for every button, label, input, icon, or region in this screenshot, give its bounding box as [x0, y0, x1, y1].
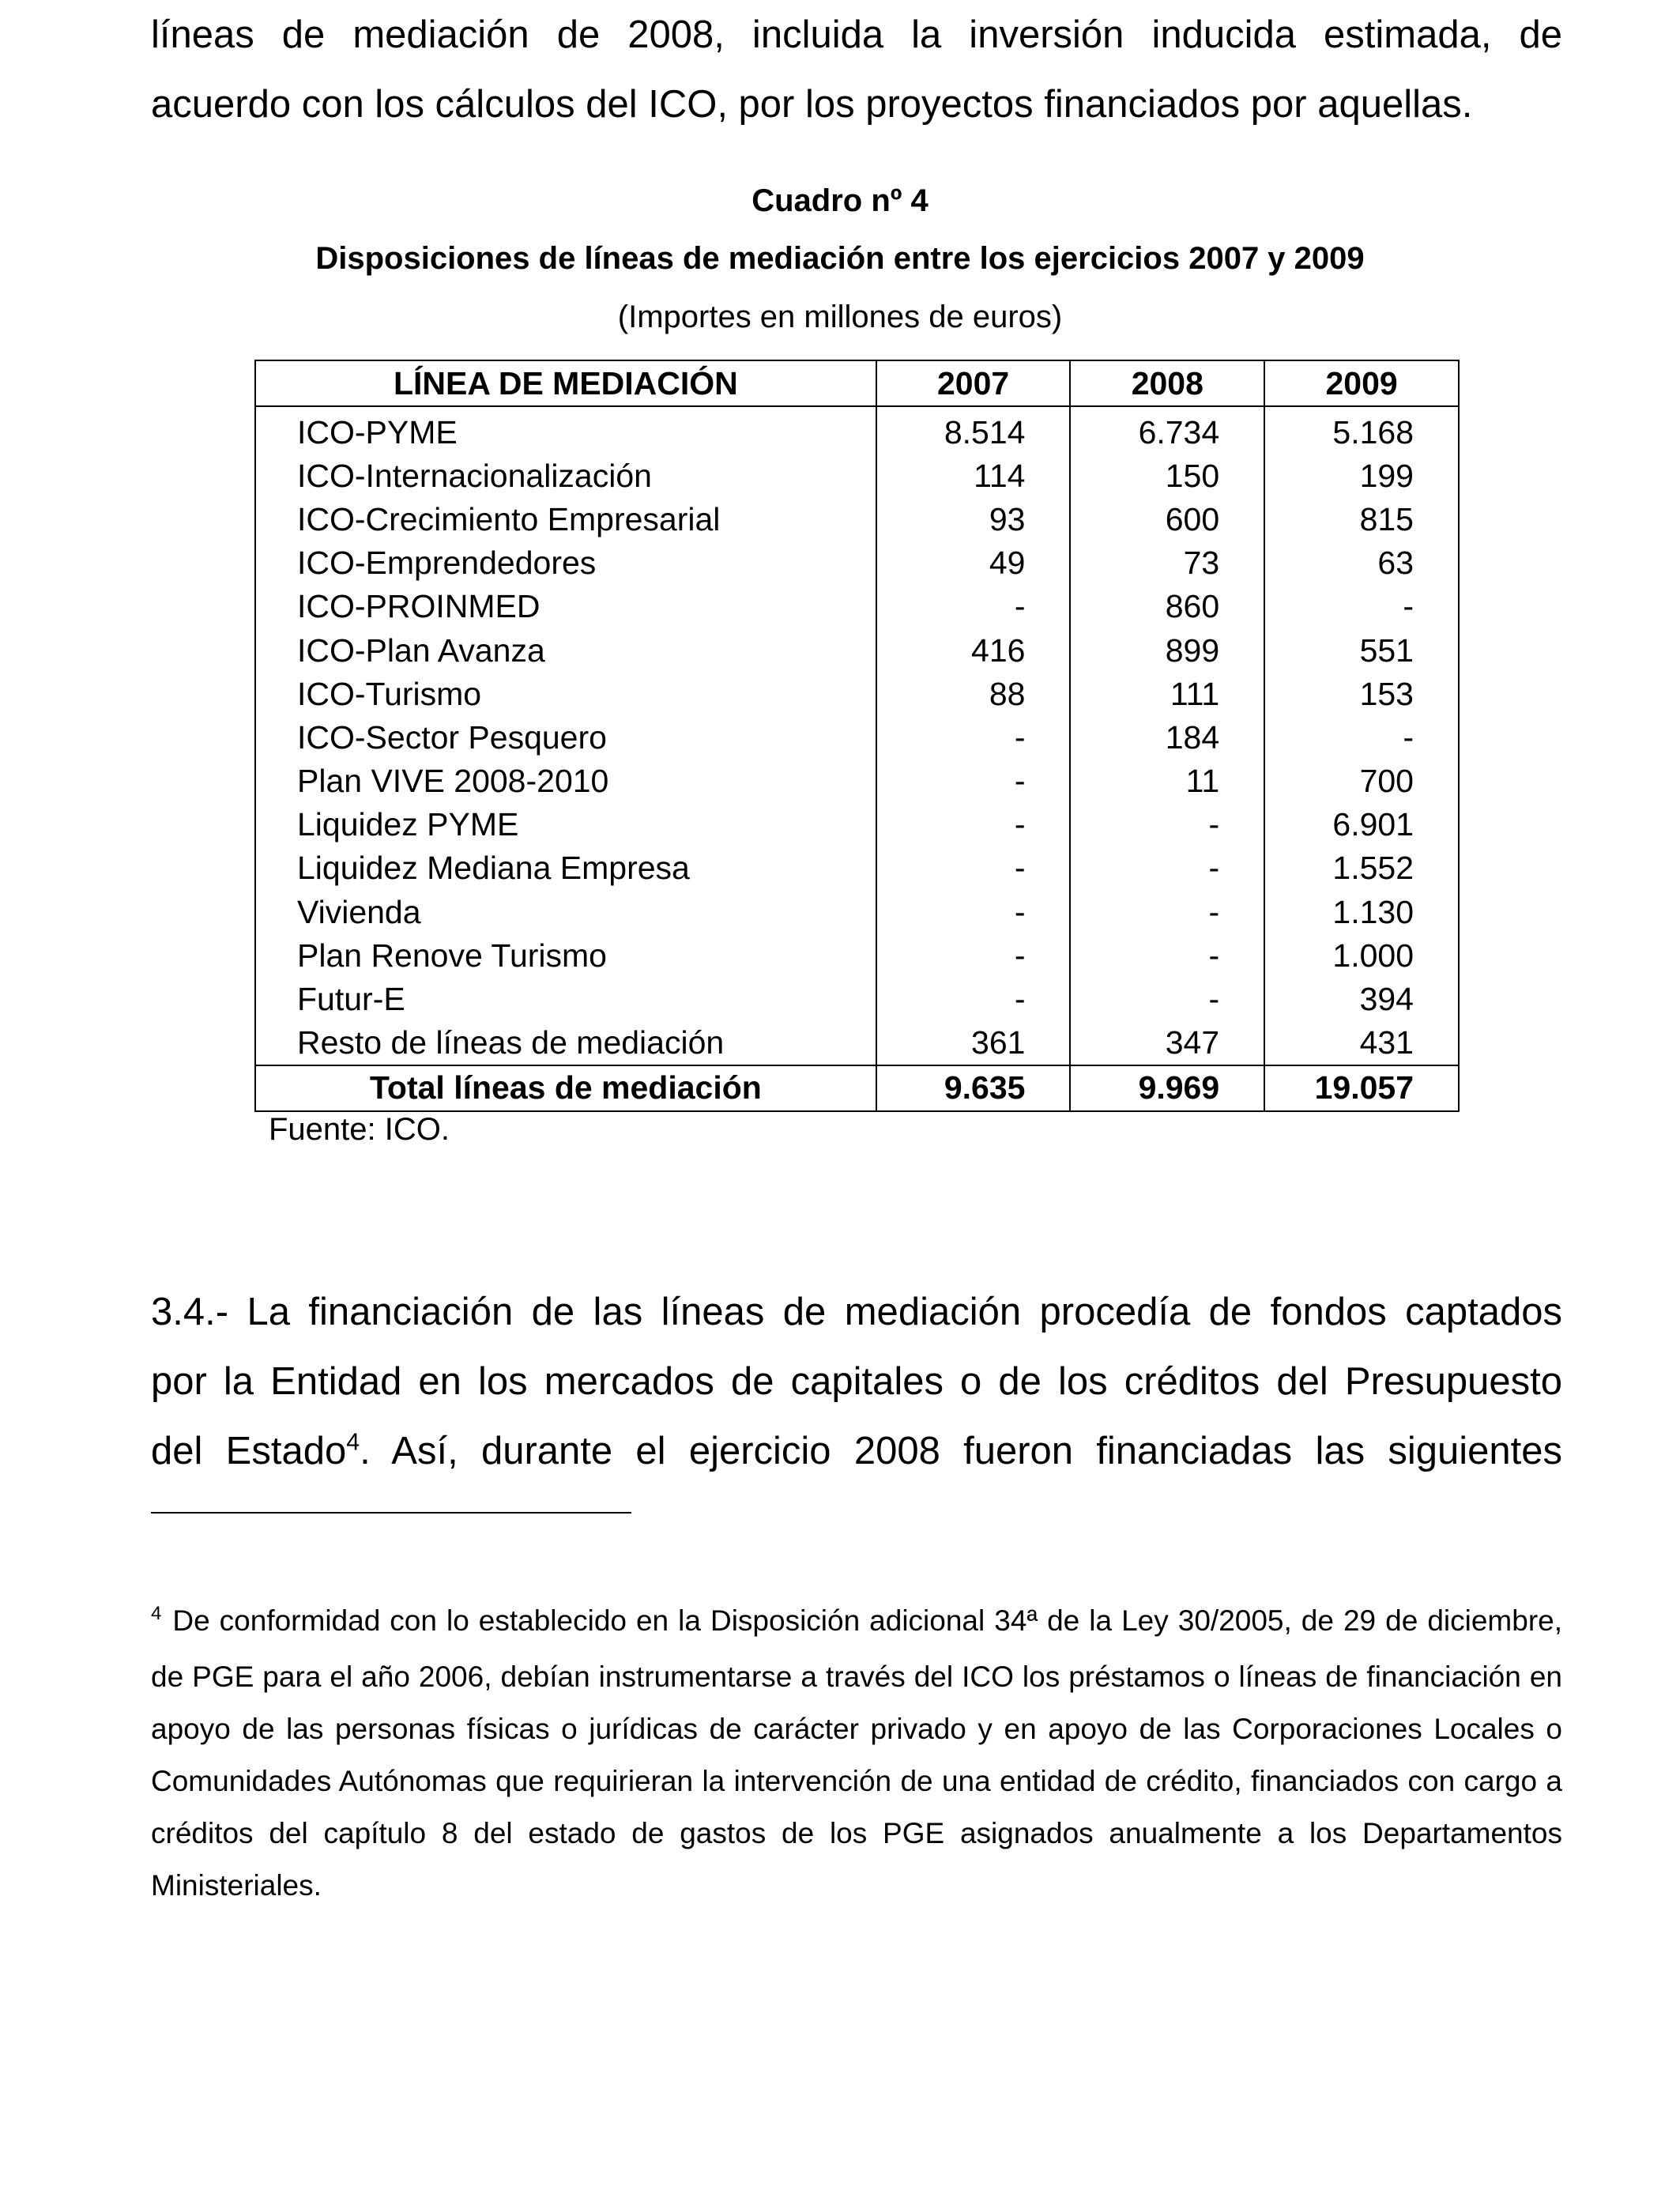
row-2008: - — [1070, 803, 1264, 846]
row-name: ICO-Plan Avanza — [255, 628, 876, 672]
row-2007: 49 — [876, 541, 1071, 585]
total-2008: 9.969 — [1070, 1065, 1264, 1111]
table-row — [255, 585, 1459, 628]
row-2009: - — [1264, 585, 1459, 628]
header-2008: 2008 — [1070, 360, 1264, 406]
row-2009: 394 — [1264, 977, 1459, 1020]
row-2008: 184 — [1070, 715, 1264, 759]
table-row — [255, 541, 1459, 585]
row-2009: 5.168 — [1264, 406, 1459, 454]
row-name: ICO-Internacionalización — [255, 454, 876, 497]
table-subtitle: (Importes en millones de euros) — [617, 300, 1063, 334]
row-2008: 600 — [1070, 497, 1264, 541]
table-row — [255, 760, 1459, 803]
row-2008: 899 — [1070, 628, 1264, 672]
row-2007: - — [876, 585, 1071, 628]
table-row — [255, 977, 1459, 1020]
row-2009: 1.552 — [1264, 846, 1459, 890]
row-2009: 6.901 — [1264, 803, 1459, 846]
header-2007: 2007 — [876, 360, 1071, 406]
row-2007: - — [876, 846, 1071, 890]
row-name: ICO-Emprendedores — [255, 541, 876, 585]
row-name: Futur-E — [255, 977, 876, 1020]
row-2007: 88 — [876, 672, 1071, 715]
row-2009: 1.130 — [1264, 890, 1459, 933]
row-2007: - — [876, 890, 1071, 933]
table-row — [255, 846, 1459, 890]
row-2007: - — [876, 803, 1071, 846]
total-label: Total líneas de mediación — [255, 1065, 876, 1111]
row-name: ICO-PROINMED — [255, 585, 876, 628]
row-2007: 8.514 — [876, 406, 1071, 454]
table-source: Fuente: ICO. — [269, 1112, 450, 1147]
row-2008: 73 — [1070, 541, 1264, 585]
row-2007: 93 — [876, 497, 1071, 541]
row-2008: - — [1070, 846, 1264, 890]
section-paragraph-line-1: 3.4.- La financiación de las líneas de mediación procedía de fondos captados — [151, 1291, 1562, 1333]
footnote-separator — [151, 1512, 631, 1514]
row-name: Liquidez Mediana Empresa — [255, 846, 876, 890]
row-2007: 114 — [876, 454, 1071, 497]
row-name: Plan VIVE 2008-2010 — [255, 760, 876, 803]
table-row — [255, 890, 1459, 933]
table-row — [255, 933, 1459, 977]
intro-paragraph-line-2: acuerdo con los cálculos del ICO, por los proyectos financiados por aquellas. — [151, 83, 1473, 126]
footnote-marker: 4 — [151, 1603, 162, 1624]
intro-paragraph-line-1: líneas de mediación de 2008, incluida la inversión inducida estimada, de — [151, 13, 1562, 56]
total-2009: 19.057 — [1264, 1065, 1459, 1111]
row-2007: - — [876, 977, 1071, 1020]
row-2009: 431 — [1264, 1021, 1459, 1065]
row-2007: - — [876, 933, 1071, 977]
header-linea: LÍNEA DE MEDIACIÓN — [255, 360, 876, 406]
table-row — [255, 1021, 1459, 1065]
row-2008: - — [1070, 890, 1264, 933]
row-2007: - — [876, 760, 1071, 803]
row-name: Liquidez PYME — [255, 803, 876, 846]
table-row — [255, 406, 1459, 454]
table-row — [255, 672, 1459, 715]
footnote-text: De conformidad con lo establecido en la Disposición adicional 34ª de la Ley 30/2005, de 29 de diciembre, de PGE para el año 2006, debían instrumentarse a través del ICO los préstamos o líneas de financiación en apoyo de las personas físicas o jurídicas de carácter privado y en apoyo de las Corporaciones Locales o Comunidades Autónomas que requirieran la intervención de una entidad de crédito, financiados con cargo a créditos del capítulo 8 del estado de gastos de los PGE asignados anualmente a los Departamentos Ministeriales. — [151, 1604, 1562, 1902]
row-2009: 1.000 — [1264, 933, 1459, 977]
row-2009: 199 — [1264, 454, 1459, 497]
table-header-row — [255, 360, 1459, 406]
table-row — [255, 454, 1459, 497]
footnote-reference[interactable]: 4 — [346, 1428, 360, 1456]
table-row — [255, 715, 1459, 759]
row-2009: 815 — [1264, 497, 1459, 541]
table-number: Cuadro nº 4 — [751, 183, 929, 218]
row-2008: 111 — [1070, 672, 1264, 715]
row-name: ICO-Sector Pesquero — [255, 715, 876, 759]
section-paragraph-line-3 — [151, 1416, 1562, 1486]
row-name: ICO-Crecimiento Empresarial — [255, 497, 876, 541]
row-2008: 150 — [1070, 454, 1264, 497]
row-2009: 153 — [1264, 672, 1459, 715]
table-row — [255, 628, 1459, 672]
section-line-3-start: del Estado — [151, 1430, 347, 1472]
row-2007: 416 — [876, 628, 1071, 672]
row-2009: - — [1264, 715, 1459, 759]
table-row — [255, 497, 1459, 541]
row-2008: - — [1070, 933, 1264, 977]
footnote — [151, 1595, 1562, 1912]
row-2008: - — [1070, 977, 1264, 1020]
row-name: ICO-PYME — [255, 406, 876, 454]
table-total-row — [255, 1065, 1459, 1111]
row-2009: 63 — [1264, 541, 1459, 585]
row-2009: 700 — [1264, 760, 1459, 803]
row-2008: 860 — [1070, 585, 1264, 628]
section-line-3-end: . Así, durante el ejercicio 2008 fueron financiadas las siguientes — [360, 1430, 1562, 1472]
header-2009: 2009 — [1264, 360, 1459, 406]
row-name: Plan Renove Turismo — [255, 933, 876, 977]
section-paragraph-line-2: por la Entidad en los mercados de capitales o de los créditos del Presupuesto — [151, 1360, 1562, 1403]
row-name: Resto de líneas de mediación — [255, 1021, 876, 1065]
table-row — [255, 803, 1459, 846]
row-2008: 347 — [1070, 1021, 1264, 1065]
mediation-lines-table — [254, 360, 1460, 1112]
row-2008: 6.734 — [1070, 406, 1264, 454]
row-2007: - — [876, 715, 1071, 759]
table-body — [255, 406, 1459, 1065]
row-2009: 551 — [1264, 628, 1459, 672]
row-2008: 11 — [1070, 760, 1264, 803]
row-name: Vivienda — [255, 890, 876, 933]
row-2007: 361 — [876, 1021, 1071, 1065]
table-title: Disposiciones de líneas de mediación entre los ejercicios 2007 y 2009 — [315, 241, 1365, 276]
total-2007: 9.635 — [876, 1065, 1071, 1111]
row-name: ICO-Turismo — [255, 672, 876, 715]
